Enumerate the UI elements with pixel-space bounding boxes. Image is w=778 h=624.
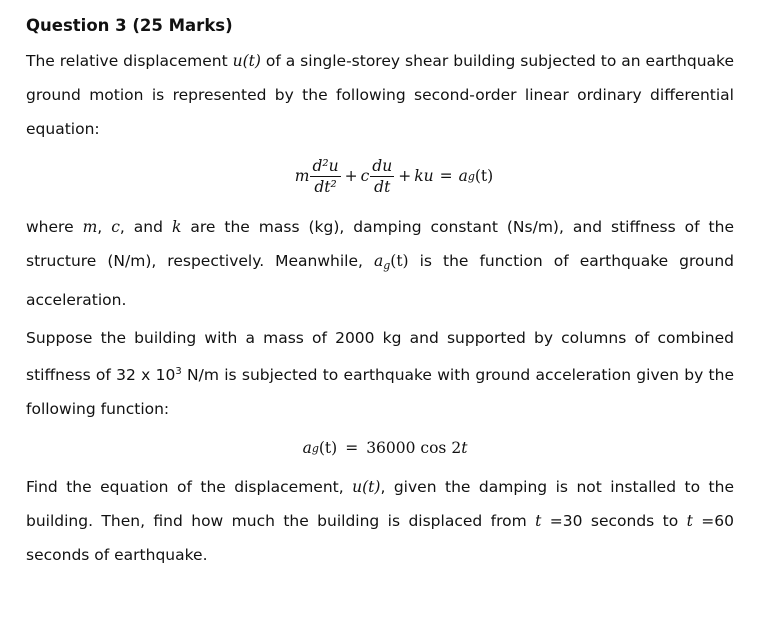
eq2-time-symbol: t bbox=[461, 439, 468, 457]
eq-mass-symbol: m bbox=[294, 167, 310, 185]
second-derivative-fraction bbox=[310, 156, 340, 197]
given-values-paragraph bbox=[26, 321, 734, 426]
intro-text-1: The relative displacement bbox=[26, 52, 233, 70]
first-derivative-fraction bbox=[370, 156, 394, 197]
def-mass-symbol: m bbox=[82, 218, 98, 236]
eq2-equals: = bbox=[345, 439, 359, 457]
def-damping-symbol: c bbox=[111, 218, 120, 236]
task-time-a: t bbox=[535, 512, 542, 530]
question-document bbox=[26, 14, 734, 572]
u-of-t-symbol: u(t) bbox=[232, 52, 261, 70]
definitions-paragraph bbox=[26, 210, 734, 317]
task-u-of-t-symbol: u(t) bbox=[352, 478, 381, 496]
task-time-b: t bbox=[686, 512, 693, 530]
def-accel-argument: (t) bbox=[390, 252, 409, 270]
frac1-denominator: dt² bbox=[314, 177, 337, 196]
intro-text-2: of a single-storey shear building subjected to an earthquake ground motion is represented by the following second-order linear ordinary differential equation: bbox=[26, 52, 734, 138]
def-accel-symbol: a bbox=[373, 252, 384, 270]
def-text-3: , and bbox=[119, 218, 172, 236]
eq2-accel-subscript: g bbox=[311, 441, 319, 455]
intro-paragraph bbox=[26, 44, 734, 146]
def-text-1: where bbox=[26, 218, 83, 236]
question-heading: Question 3 (25 Marks) bbox=[26, 16, 233, 35]
eq-equals: = bbox=[439, 167, 453, 185]
frac2-numerator: du bbox=[372, 156, 393, 175]
frac1-numerator: d²u bbox=[312, 156, 339, 175]
given-text-2: N/m is subjected to earthquake with ground acceleration given by the following function: bbox=[26, 366, 734, 418]
ground-acceleration-equation bbox=[26, 426, 734, 470]
def-text-4: are the mass (kg), damping constant (Ns/m), and stiffness of the structure (N/m), respectively. Meanwhile, bbox=[26, 218, 734, 270]
eq-plus-1: + bbox=[344, 167, 358, 185]
eq-damping-symbol: c bbox=[360, 167, 370, 185]
given-text-1: Suppose the building with a mass of 2000 kg and supported by columns of combined stiffness of 32 x 10 bbox=[26, 329, 734, 384]
task-paragraph bbox=[26, 470, 734, 572]
eq-plus-2: + bbox=[398, 167, 412, 185]
eq-stiffness-term: ku bbox=[414, 167, 434, 185]
task-text-1: Find the equation of the displacement, bbox=[26, 478, 353, 496]
task-text-3: =30 seconds to bbox=[541, 512, 687, 530]
eq-accel-symbol: a bbox=[458, 167, 468, 185]
task-text-2: , given the damping is not installed to the building. Then, find how much the building is displaced from bbox=[26, 478, 734, 530]
task-text-4: =60 seconds of earthquake. bbox=[26, 512, 734, 564]
stiffness-exponent: 3 bbox=[175, 366, 182, 377]
eq-accel-argument: (t) bbox=[474, 167, 494, 185]
def-text-2: , bbox=[97, 218, 112, 236]
eq-accel-subscript: g bbox=[467, 169, 475, 183]
def-accel-subscript: g bbox=[383, 259, 391, 272]
frac2-denominator: dt bbox=[374, 177, 391, 196]
eq2-rhs: 36000 cos 2 bbox=[366, 439, 462, 457]
differential-equation bbox=[26, 146, 734, 206]
eq2-accel-symbol: a bbox=[302, 439, 312, 457]
def-text-5: is the function of earthquake ground acceleration. bbox=[26, 252, 734, 309]
def-stiffness-symbol: k bbox=[171, 218, 182, 236]
eq2-accel-argument: (t) bbox=[318, 439, 338, 457]
